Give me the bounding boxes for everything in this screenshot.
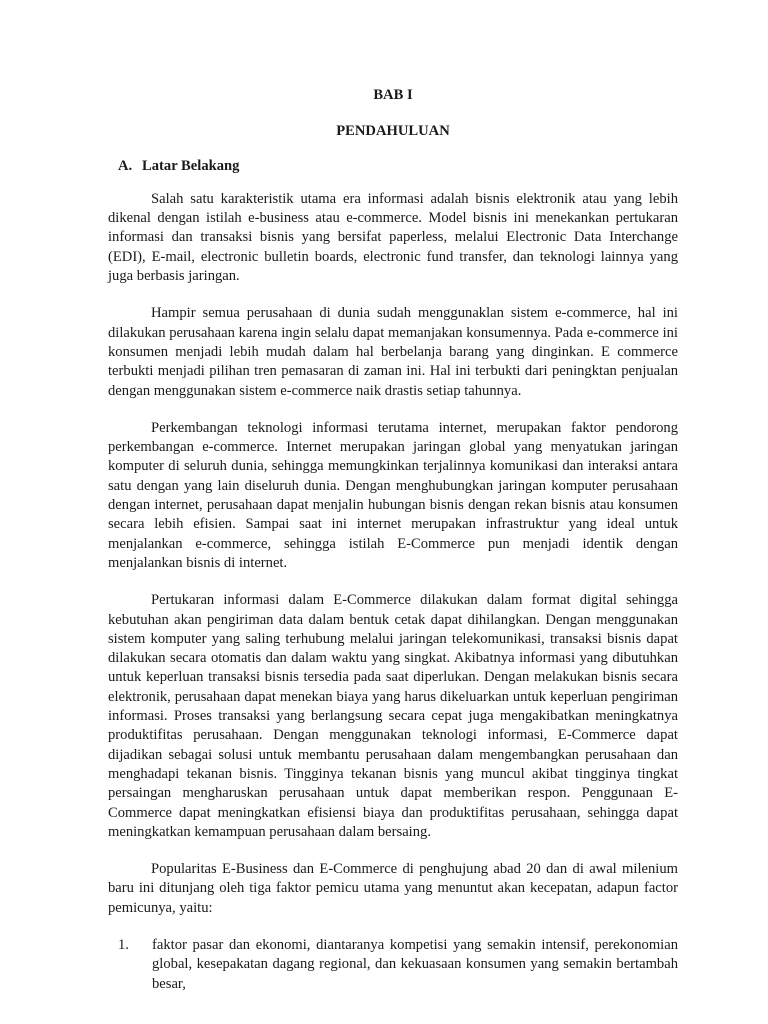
section-letter: A. [118, 157, 133, 174]
section-heading [118, 157, 678, 176]
chapter-number: BAB I [373, 87, 413, 103]
section-title: Latar Belakang [142, 157, 240, 174]
factor-list [108, 936, 678, 994]
paragraph-4: Pertukaran informasi dalam E-Commerce dilakukan dalam format digital sehingga kebutuhan akan pengiriman data dalam bentuk cetak dapat dihilangkan. Dengan menggunakan sistem komputer yang saling terhubung melalui jaringan telekomunikasi, transaksi bisnis dapat dilakukan secara otomatis dan dalam waktu yang singkat. Akibatnya informasi yang dibutuhkan untuk keperluan transaksi bisnis tersedia pada saat diperlukan. Dengan melakukan bisnis secara elektronik, perusahaan dapat menekan biaya yang harus dikeluarkan untuk keperluan pengiriman informasi. Proses transaksi yang berlangsung secara cepat juga mengakibatkan meningkatnya produktifitas perusahaan. Dengan menggunakan teknologi informasi, E-Commerce dapat dijadikan sebagai solusi untuk membantu perusahaan dalam mengembangkan perusahaan dan menghadapi tekanan bisnis. Tingginya tekanan bisnis yang muncul akibat tingginya tingkat persaingan mengharuskan perusahaan untuk dapat memberikan respon. Penggunaan E-Commerce dapat meningkatkan efisiensi biaya dan produktifitas perusahaan, sehingga dapat meningkatkan kemampuan perusahaan dalam bersaing. [108, 592, 678, 840]
paragraph-5: Popularitas E-Business dan E-Commerce di penghujung abad 20 dan di awal milenium baru ini ditunjang oleh tiga faktor pemicu utama yang menuntut akan kecepatan, adapun factor pemicunya, yaitu: [108, 861, 678, 916]
document-page [108, 86, 678, 994]
list-item-text: faktor pasar dan ekonomi, diantaranya kompetisi yang semakin intensif, perekonomian global, kesepakatan dagang regional, dan kekuasaan konsumen yang semakin bertambah besar, [152, 936, 678, 992]
chapter-title: PENDAHULUAN [336, 123, 450, 140]
paragraph-2: Hampir semua perusahaan di dunia sudah menggunaklan sistem e-commerce, hal ini dilakukan perusahaan karena ingin selalu dapat memanjakan konsumennya. Pada e-commerce ini konsumen menjadi lebih mudah dalam hal berbelanja barang yang dinginkan. E commerce terbukti menjadi pilihan tren pemasaran di zaman ini. Hal ini terbukti dari peningktan penjualan dengan menggunakan sistem e-commerce naik drastis setiap tahunnya. [108, 305, 678, 399]
list-item [118, 936, 678, 994]
list-item-number: 1. [118, 936, 129, 953]
paragraph-3: Perkembangan teknologi informasi terutama internet, merupakan faktor pendorong perkembangan e-commerce. Internet merupakan jaringan global yang menyatukan jaringan komputer di seluruh dunia, sehingga memungkinkan terjalinnya komunikasi dan interaksi antara satu dengan yang lain diseluruh dunia. Dengan menghubungkan jaringan komputer perusahaan dengan internet, perusahaan dapat menjalin hubungan bisnis dengan rekan bisnis atau konsumen secara lebih efisien. Sampai saat ini internet merupakan infrastruktur yang ideal untuk menjalankan e-commerce, sehingga istilah E-Commerce pun menjadi identik dengan menjalankan bisnis di internet. [108, 419, 678, 571]
paragraph-1: Salah satu karakteristik utama era informasi adalah bisnis elektronik atau yang lebih dikenal dengan istilah e-business atau e-commerce. Model bisnis ini menekankan pertukaran informasi dan transaksi bisnis yang bersifat paperless, melalui Electronic Data Interchange (EDI), E-mail, electronic bulletin boards, electronic fund transfer, dan teknologi lainnya yang juga berbasis jaringan. [108, 190, 678, 285]
